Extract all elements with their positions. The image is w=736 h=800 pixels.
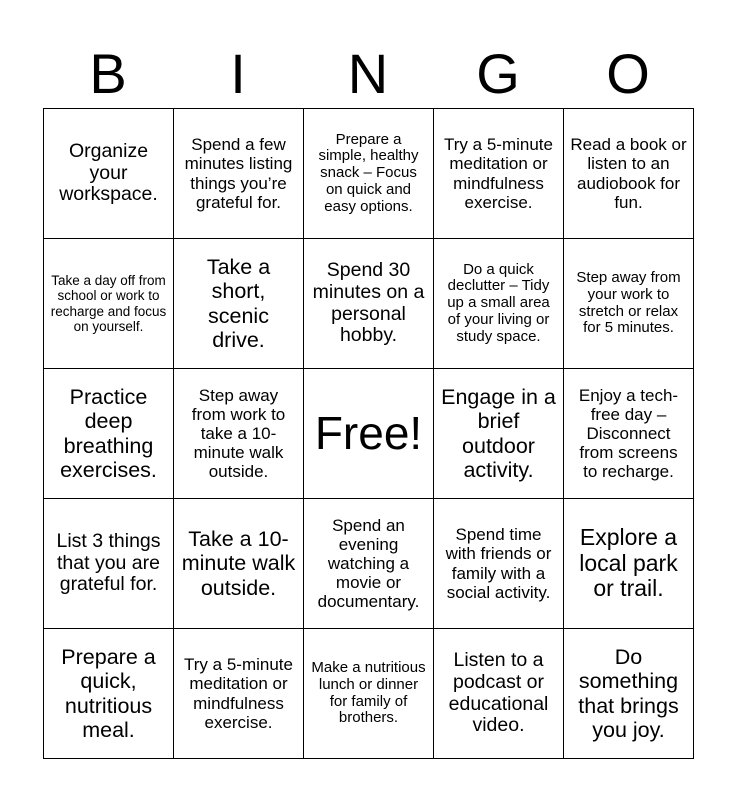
bingo-row xyxy=(44,239,694,369)
bingo-cell: Practice deep breathing exercises. xyxy=(44,369,174,499)
bingo-cell: Enjoy a tech-free day – Disconnect from screens to recharge. xyxy=(564,369,694,499)
header-letter-n: N xyxy=(347,42,389,105)
bingo-cell: Make a nutritious lunch or dinner for family of brothers. xyxy=(304,629,434,759)
bingo-cell: Spend time with friends or family with a social activity. xyxy=(434,499,564,629)
bingo-cell: Step away from your work to stretch or relax for 5 minutes. xyxy=(564,239,694,369)
bingo-cell: List 3 things that you are grateful for. xyxy=(44,499,174,629)
bingo-cell: Prepare a simple, healthy snack – Focus on quick and easy options. xyxy=(304,109,434,239)
bingo-cell: Try a 5-minute meditation or mindfulness exercise. xyxy=(434,109,564,239)
header-letter-g: G xyxy=(476,42,520,105)
bingo-cell: Take a 10-minute walk outside. xyxy=(174,499,304,629)
bingo-cell: Organize your workspace. xyxy=(44,109,174,239)
bingo-row xyxy=(44,109,694,239)
header-letter-o: O xyxy=(606,42,650,105)
bingo-row xyxy=(44,629,694,759)
free-space-cell: Free! xyxy=(304,369,434,499)
bingo-row xyxy=(44,369,694,499)
header-letter-i: I xyxy=(230,42,246,105)
bingo-cell: Read a book or listen to an audiobook for fun. xyxy=(564,109,694,239)
bingo-cell: Spend an evening watching a movie or documentary. xyxy=(304,499,434,629)
bingo-cell: Do a quick declutter – Tidy up a small area of your living or study space. xyxy=(434,239,564,369)
bingo-cell: Engage in a brief outdoor activity. xyxy=(434,369,564,499)
bingo-cell: Take a day off from school or work to recharge and focus on yourself. xyxy=(44,239,174,369)
bingo-cell: Spend a few minutes listing things you’re grateful for. xyxy=(174,109,304,239)
bingo-cell: Listen to a podcast or educational video. xyxy=(434,629,564,759)
bingo-cell: Try a 5-minute meditation or mindfulness exercise. xyxy=(174,629,304,759)
bingo-cell: Explore a local park or trail. xyxy=(564,499,694,629)
bingo-cell: Step away from work to take a 10-minute walk outside. xyxy=(174,369,304,499)
header-letter-b: B xyxy=(89,42,127,105)
bingo-row xyxy=(44,499,694,629)
bingo-cell: Spend 30 minutes on a personal hobby. xyxy=(304,239,434,369)
bingo-cell: Take a short, scenic drive. xyxy=(174,239,304,369)
bingo-cell: Prepare a quick, nutritious meal. xyxy=(44,629,174,759)
bingo-header xyxy=(43,40,693,108)
bingo-card-grid xyxy=(43,108,694,759)
bingo-cell: Do something that brings you joy. xyxy=(564,629,694,759)
